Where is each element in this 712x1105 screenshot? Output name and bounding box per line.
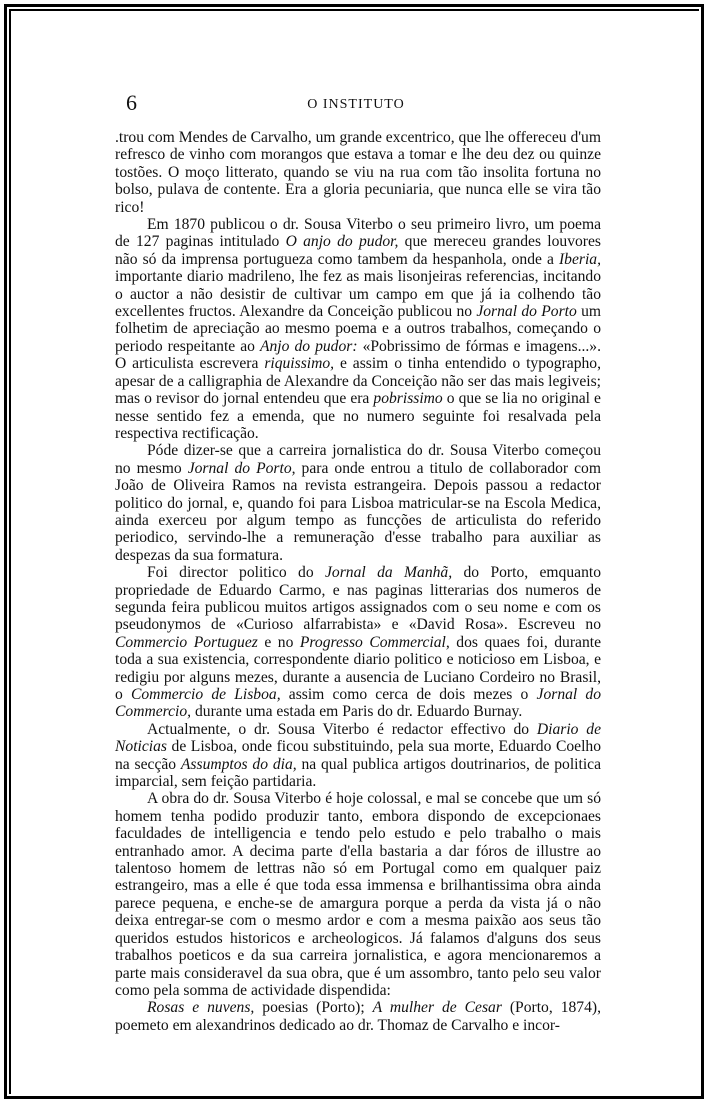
text-run: Actualmente, o dr. Sousa Viterbo é redactor effectivo do	[147, 720, 537, 738]
text-run: o que se lia no original e nesse sentido fez a emenda, que no numero seguinte foi resalvada pela respectiva rectificação.	[115, 390, 601, 442]
italic-title: Iberia,	[558, 250, 601, 268]
text-run: dos quaes foi, durante toda a sua existencia, correspondente diario politico e noticioso em Lisboa, e redigiu por alguns mezes, durante a ausencia de Luciano Cordeiro no Brasil, o	[115, 633, 602, 703]
paragraph	[115, 129, 601, 216]
text-run: na qual publica artigos doutrinarios, de politica imparcial, sem feição partidaria.	[115, 755, 601, 791]
text-run: que mereceu grandes louvores não só da imprensa portugueza como tambem da hespanhola, onde a	[115, 233, 601, 268]
text-run: durante uma estada em Paris do dr. Eduardo Burnay.	[191, 703, 523, 721]
paragraph	[115, 442, 601, 564]
italic-title: Jornal da Manhã,	[325, 564, 453, 582]
page-number: 6	[126, 90, 137, 115]
paragraph	[115, 790, 601, 999]
italic-title: A mulher de Cesar	[372, 999, 502, 1017]
italic-title: Progresso Commercial,	[299, 633, 450, 651]
running-title: O INSTITUTO	[307, 97, 405, 112]
text-run: do Porto, emquanto propriedade de Eduardo Carmo, e nas paginas litterarias dos numeros de segunda feira publicou muitos artigos assignados com o seu nome e com os pseudonymos de «Curioso alfarrabista» e «David Rosa». Escreveu no	[115, 564, 601, 634]
text-run: importante diario madrileno, lhe fez as mais lisonjeiras referencias, incitando o auctor a não desistir de cultivar um campo em que já ia colhendo tão excellentes fructos. Alexandre da Conceição publicou no	[115, 268, 601, 321]
italic-title: Commercio Portuguez	[115, 633, 258, 651]
italic-title: pobrissimo	[373, 390, 443, 408]
italic-title: O anjo do pudor,	[285, 233, 399, 251]
text-run: para onde entrou a titulo de collaborador com João de Oliveira Ramos na revista estrangeira. Depois passou a redactor politico do jornal, e, quando foi para Lisboa matricular-se na Escola Medica, ainda exerceu por algum tempo as funcções de articulista do referido periodico, servindo-lhe a remuneração d'esse trabalho para auxiliar as despezas da sua formatura.	[115, 459, 601, 564]
text-run: assim como cerca de dois mezes o	[280, 686, 537, 703]
paragraph	[115, 721, 601, 791]
italic-title: Commercio de Lisboa,	[130, 686, 281, 703]
italic-title: Assumptos do dia,	[180, 755, 297, 773]
italic-title: riquissimo,	[264, 355, 335, 373]
italic-title: Jornal do Porto,	[187, 459, 296, 477]
body-text	[115, 129, 601, 1034]
italic-title: Jornal do Porto	[476, 303, 577, 321]
text-run: Foi director politico do	[147, 564, 325, 582]
paragraph	[115, 999, 601, 1034]
italic-title: Diario de Noticias	[115, 720, 601, 756]
text-run: (Porto, 1874), poemeto em alexandrinos dedicado ao dr. Thomaz de Carvalho e incor-	[115, 999, 601, 1034]
italic-title: Jornal do Commercio,	[115, 686, 602, 721]
text-run: .trou com Mendes de Carvalho, um grande excentrico, que lhe offereceu d'um refresco de vinho com morangos que estava a tomar e lhe deu dez ou quinze tostões. O moço litterato, quando se viu na rua com tão insolita fortuna no bolso, pulava de contente. Era a gloria pecuniaria, que nunca elle se vira tão rico!	[115, 129, 601, 216]
text-run: poesias (Porto);	[254, 999, 373, 1017]
text-run: e assim o tinha entendido o typographo, apesar de a calligraphia de Alexandre da Conceição não ser das mais legiveis; mas o revisor do jornal entendeu que era	[115, 355, 601, 408]
text-run: um folhetim de apreciação ao mesmo poema e a outros trabalhos, começando o periodo respeitante ao	[115, 303, 602, 355]
paragraph	[115, 564, 601, 721]
text-run: «Pobrissimo de fórmas e imagens...». O articulista escrevera	[115, 337, 601, 373]
text-run: e no	[257, 633, 300, 651]
paragraph	[115, 216, 601, 442]
italic-title: Rosas e nuvens,	[147, 999, 255, 1017]
text-run: de Lisboa, onde ficou substituindo, pela sua morte, Eduardo Coelho na secção	[115, 738, 601, 773]
italic-title: Anjo do pudor:	[259, 337, 358, 355]
text-run: Em 1870 publicou o dr. Sousa Viterbo o seu primeiro livro, um poema de 127 paginas intitulado	[115, 216, 601, 251]
text-run: Póde dizer-se que a carreira jornalistica do dr. Sousa Viterbo começou no mesmo	[115, 442, 601, 477]
text-run: A obra do dr. Sousa Viterbo é hoje colossal, e mal se concebe que um só homem tenha podido produzir tanto, embora dispondo de excepcionaes faculdades de intelligencia e tendo pelo estudo e pelo trabalho o mais entranhado amor. A decima parte d'ella bastaria a dar fóros de illustre ao talentoso homem de lettras não só em Portugal como em qualquer paiz estrangeiro, mas a elle é que toda essa immensa e brilhantissima obra ainda parece pequena, e enche-se de amargura porque a perda da vista já o não deixa entregar-se com o mesmo ardor e com a mesma paixão aos seus tão queridos estudos historicos e archeologicos. Já falamos d'alguns dos seus trabalhos poeticos e da sua carreira jornalistica, e agora mencionaremos a parte mais consideravel da sua obra, que é um assombro, tanto pelo seu valor como pela somma de actividade dispendida:	[115, 790, 601, 999]
